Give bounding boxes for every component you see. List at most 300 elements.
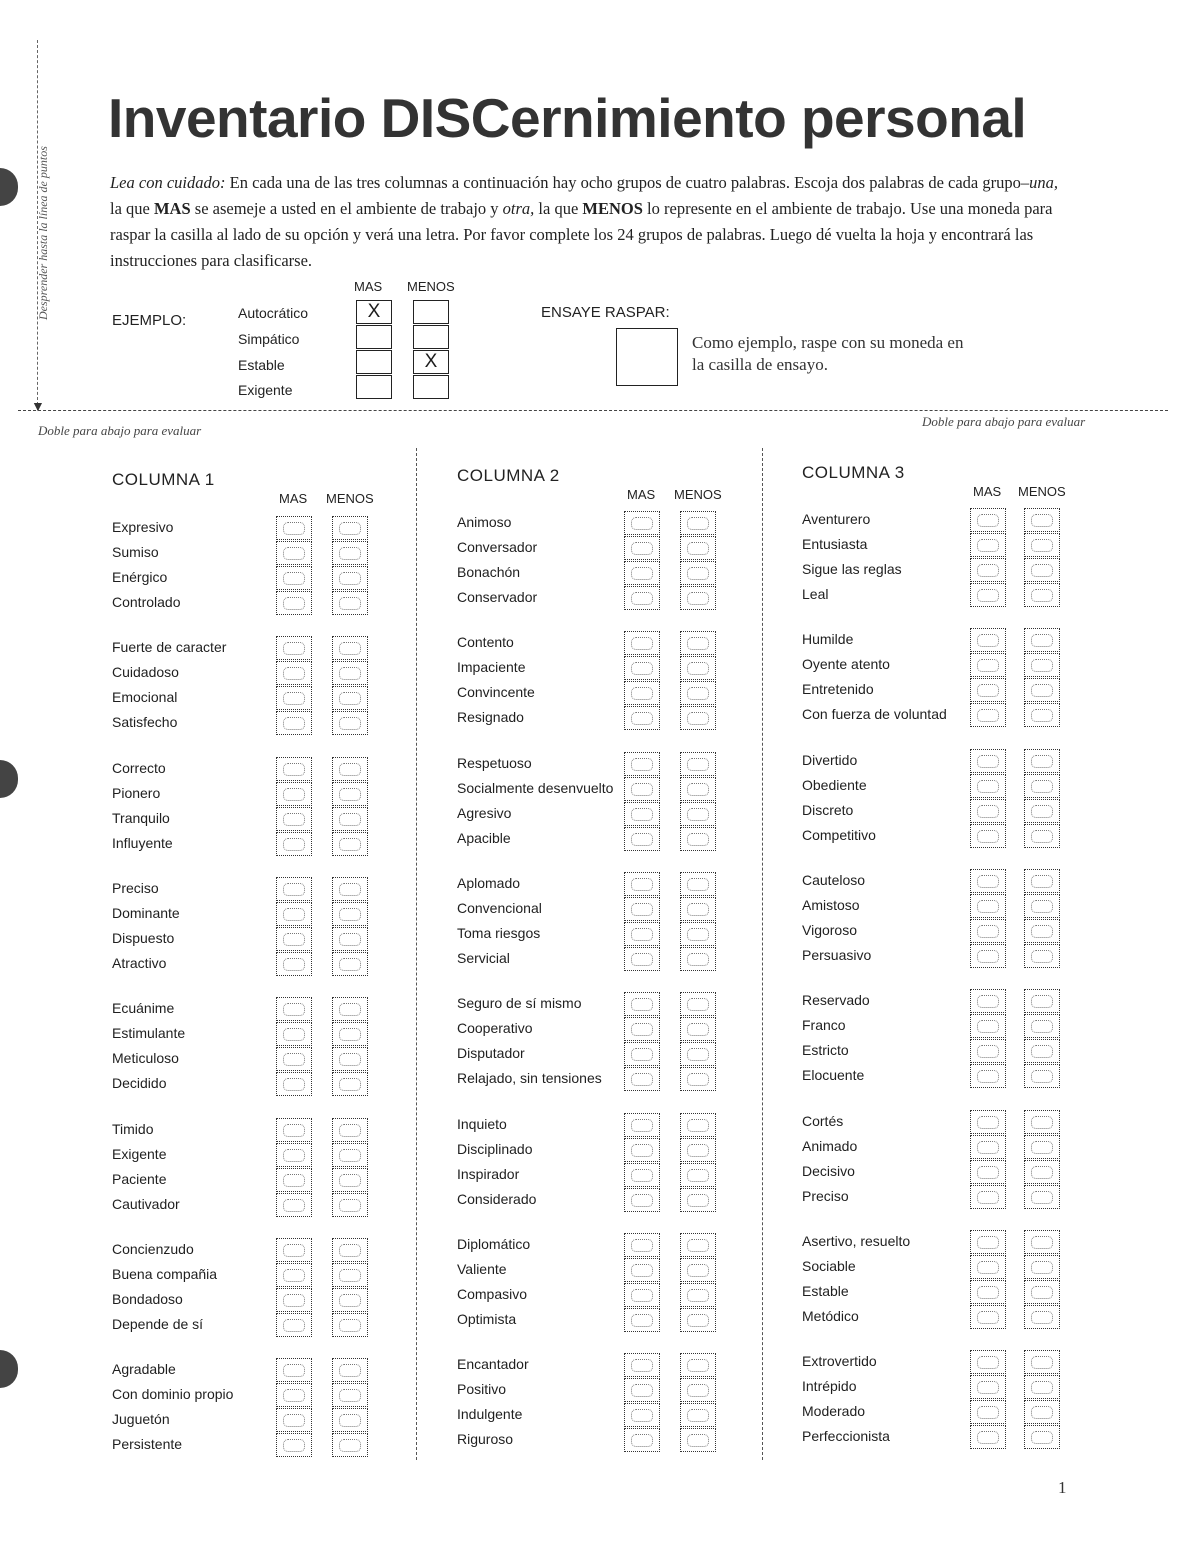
word-option: Reservado xyxy=(802,992,870,1009)
mas-scratch-box[interactable] xyxy=(970,1110,1006,1134)
word-option: Indulgente xyxy=(457,1406,523,1423)
mas-scratch-box[interactable] xyxy=(970,1255,1006,1279)
example-mas-box: X xyxy=(356,300,392,324)
mas-scratch-box[interactable] xyxy=(970,824,1006,848)
menos-scratch-box[interactable] xyxy=(680,1428,716,1452)
example-word: Exigente xyxy=(238,382,293,398)
mas-scratch-box[interactable] xyxy=(970,894,1006,918)
word-option: Elocuente xyxy=(802,1067,865,1084)
word-option: Enérgico xyxy=(112,569,168,585)
word-option: Con fuerza de voluntad xyxy=(802,706,947,723)
mas-scratch-box[interactable] xyxy=(970,1280,1006,1304)
tear-instruction: Desprender hasta la línea de puntos xyxy=(36,146,50,320)
menos-scratch-box[interactable] xyxy=(1024,919,1060,943)
word-option: Extrovertido xyxy=(802,1353,877,1370)
menos-scratch-box[interactable] xyxy=(332,1168,368,1192)
mas-scratch-box[interactable] xyxy=(624,992,660,1016)
mas-scratch-box[interactable] xyxy=(970,799,1006,823)
menos-scratch-box[interactable] xyxy=(680,802,716,826)
menos-scratch-box[interactable] xyxy=(680,1188,716,1212)
word-option: Convencional xyxy=(457,899,542,916)
mas-scratch-box[interactable] xyxy=(624,947,660,971)
menos-scratch-box[interactable] xyxy=(332,686,368,710)
menos-scratch-box[interactable] xyxy=(332,516,368,540)
mas-scratch-box[interactable] xyxy=(970,774,1006,798)
mas-scratch-box[interactable] xyxy=(276,516,312,540)
word-option: Depende de sí xyxy=(112,1315,204,1332)
example-menos-box xyxy=(413,300,449,324)
menos-scratch-box[interactable] xyxy=(680,656,716,680)
mas-scratch-box[interactable] xyxy=(970,919,1006,943)
mas-scratch-box[interactable] xyxy=(624,1353,660,1377)
mas-scratch-box[interactable] xyxy=(276,541,312,565)
menos-scratch-box[interactable] xyxy=(680,586,716,610)
instructions: Lea con cuidado: En cada una de las tres columnas a continuación hay ocho grupos de cuatro palabras. Escoja dos palabras de cada grupo–una, la que MAS se asemeje a usted en el ambiente de trabajo y otra, la que MENOS lo represente en el ambiente de trabajo. Use una moneda para raspar la casilla al lado de su opción y verá una letra. Por favor complete los 24 grupos de palabras. Luego dé vuelta la hoja y encontrará las instrucciones para clasificarse. xyxy=(110,173,1058,270)
menos-scratch-box[interactable] xyxy=(332,1238,368,1262)
menos-scratch-box[interactable] xyxy=(332,997,368,1021)
word-option: Ecuánime xyxy=(112,1000,175,1017)
menos-scratch-box[interactable] xyxy=(680,1258,716,1282)
mas-scratch-box[interactable] xyxy=(276,757,312,781)
word-option: Valiente xyxy=(457,1260,507,1277)
menos-scratch-box[interactable] xyxy=(332,1193,368,1217)
mas-scratch-box[interactable] xyxy=(276,636,312,660)
mas-scratch-box[interactable] xyxy=(276,1118,312,1142)
mas-scratch-box[interactable] xyxy=(624,656,660,680)
menos-scratch-box[interactable] xyxy=(332,591,368,615)
word-option: Positivo xyxy=(457,1381,507,1398)
menos-scratch-box[interactable] xyxy=(332,782,368,806)
word-option: Asertivo, resuelto xyxy=(802,1232,911,1249)
mas-scratch-box[interactable] xyxy=(970,749,1006,773)
word-option: Divertido xyxy=(802,751,858,768)
menos-scratch-box[interactable] xyxy=(332,1433,368,1457)
column-divider xyxy=(762,448,763,1460)
word-option: Humilde xyxy=(802,631,854,648)
mas-scratch-box[interactable] xyxy=(276,1193,312,1217)
word-option: Inquieto xyxy=(457,1115,507,1132)
word-option: Cautivador xyxy=(112,1195,180,1212)
word-option: Sumiso xyxy=(112,544,159,560)
mas-scratch-box[interactable] xyxy=(624,872,660,896)
mas-scratch-box[interactable] xyxy=(970,1160,1006,1184)
menos-scratch-box[interactable] xyxy=(680,947,716,971)
mas-scratch-box[interactable] xyxy=(970,628,1006,652)
menos-scratch-box[interactable] xyxy=(680,897,716,921)
mas-scratch-box[interactable] xyxy=(276,566,312,590)
mas-scratch-box[interactable] xyxy=(276,1072,312,1096)
mas-scratch-box[interactable] xyxy=(970,1425,1006,1449)
word-option: Cuidadoso xyxy=(112,664,179,681)
mas-scratch-box[interactable] xyxy=(624,631,660,655)
word-option: Animado xyxy=(802,1137,858,1154)
menos-scratch-box[interactable] xyxy=(332,1263,368,1287)
word-option: Relajado, sin tensiones xyxy=(457,1070,602,1087)
mas-scratch-box[interactable] xyxy=(276,927,312,951)
menos-scratch-box[interactable] xyxy=(1024,869,1060,893)
menos-scratch-box[interactable] xyxy=(680,752,716,776)
word-option: Decisivo xyxy=(802,1162,855,1179)
mas-scratch-box[interactable] xyxy=(276,711,312,735)
mas-scratch-box[interactable] xyxy=(970,944,1006,968)
word-option: Entusiasta xyxy=(802,536,868,552)
menos-scratch-box[interactable] xyxy=(680,1353,716,1377)
word-option: Agradable xyxy=(112,1361,176,1378)
menos-scratch-box[interactable] xyxy=(332,877,368,901)
word-option: Contento xyxy=(457,634,514,651)
word-option: Perfeccionista xyxy=(802,1428,890,1445)
mas-scratch-box[interactable] xyxy=(624,1113,660,1137)
word-option: Disciplinado xyxy=(457,1140,533,1157)
mas-scratch-box[interactable] xyxy=(276,1047,312,1071)
mas-header: MAS xyxy=(627,487,656,502)
mas-scratch-box[interactable] xyxy=(624,536,660,560)
mas-scratch-box[interactable] xyxy=(970,653,1006,677)
mas-scratch-box[interactable] xyxy=(624,1428,660,1452)
menos-scratch-box[interactable] xyxy=(680,827,716,851)
menos-scratch-box[interactable] xyxy=(1024,989,1060,1013)
word-option: Aventurero xyxy=(802,511,871,527)
menos-scratch-box[interactable] xyxy=(680,1067,716,1091)
mas-scratch-box[interactable] xyxy=(276,1288,312,1312)
menos-scratch-box[interactable] xyxy=(1024,628,1060,652)
menos-scratch-box[interactable] xyxy=(332,1118,368,1142)
word-option: Servicial xyxy=(457,949,510,966)
word-option: Influyente xyxy=(112,834,173,851)
menos-scratch-box[interactable] xyxy=(680,511,716,535)
menos-scratch-box[interactable] xyxy=(1024,1110,1060,1134)
mas-scratch-box[interactable] xyxy=(970,1185,1006,1209)
menos-scratch-box[interactable] xyxy=(680,1283,716,1307)
menos-scratch-box[interactable] xyxy=(332,757,368,781)
word-option: Persuasivo xyxy=(802,946,872,963)
word-option: Disputador xyxy=(457,1045,525,1062)
mas-scratch-box[interactable] xyxy=(276,1313,312,1337)
menos-scratch-box[interactable] xyxy=(1024,1230,1060,1254)
menos-scratch-box[interactable] xyxy=(680,922,716,946)
column-title: COLUMNA 2 xyxy=(457,466,560,485)
mas-scratch-box[interactable] xyxy=(624,1308,660,1332)
mas-scratch-box[interactable] xyxy=(970,1305,1006,1329)
menos-scratch-box[interactable] xyxy=(332,927,368,951)
menos-scratch-box[interactable] xyxy=(1024,678,1060,702)
menos-scratch-box[interactable] xyxy=(1024,1280,1060,1304)
menos-scratch-box[interactable] xyxy=(1024,944,1060,968)
mas-scratch-box[interactable] xyxy=(276,661,312,685)
menos-scratch-box[interactable] xyxy=(1024,1350,1060,1374)
word-option: Resignado xyxy=(457,709,524,726)
word-option: Persistente xyxy=(112,1436,183,1453)
menos-scratch-box[interactable] xyxy=(1024,1185,1060,1209)
menos-scratch-box[interactable] xyxy=(680,1233,716,1257)
menos-scratch-box[interactable] xyxy=(332,902,368,926)
menos-header: MENOS xyxy=(674,487,722,502)
word-option: Cooperativo xyxy=(457,1020,533,1037)
word-option: Cauteloso xyxy=(802,871,866,888)
mas-scratch-box[interactable] xyxy=(276,902,312,926)
word-option: Considerado xyxy=(457,1190,537,1207)
mas-scratch-box[interactable] xyxy=(970,703,1006,727)
word-option: Encantador xyxy=(457,1356,529,1373)
column-title: COLUMNA 1 xyxy=(112,470,215,489)
word-option: Amistoso xyxy=(802,896,860,913)
mas-scratch-box[interactable] xyxy=(970,1014,1006,1038)
menos-scratch-box[interactable] xyxy=(1024,1064,1060,1088)
word-option: Dominante xyxy=(112,904,180,921)
mas-scratch-box[interactable] xyxy=(624,706,660,730)
example-menos-box xyxy=(413,375,449,399)
mas-scratch-box[interactable] xyxy=(970,558,1006,582)
word-option: Oyente atento xyxy=(802,656,890,673)
word-option: Impaciente xyxy=(457,659,526,676)
mas-scratch-box[interactable] xyxy=(624,827,660,851)
menos-scratch-box[interactable] xyxy=(1024,533,1060,557)
mas-scratch-box[interactable] xyxy=(624,1042,660,1066)
menos-scratch-box[interactable] xyxy=(332,541,368,565)
example-mas-box xyxy=(356,350,392,374)
word-option: Discreto xyxy=(802,801,854,818)
mas-scratch-box[interactable] xyxy=(624,586,660,610)
mas-scratch-box[interactable] xyxy=(624,752,660,776)
page-title: Inventario DISCernimiento personal xyxy=(108,87,1027,149)
mas-scratch-box[interactable] xyxy=(970,869,1006,893)
menos-scratch-box[interactable] xyxy=(1024,583,1060,607)
mas-scratch-box[interactable] xyxy=(624,511,660,535)
word-option: Obediente xyxy=(802,776,867,793)
word-option: Aplomado xyxy=(457,874,521,891)
mas-scratch-box[interactable] xyxy=(276,877,312,901)
menos-scratch-box[interactable] xyxy=(1024,1305,1060,1329)
menos-scratch-box[interactable] xyxy=(680,992,716,1016)
word-option: Meticuloso xyxy=(112,1050,179,1067)
word-option: Riguroso xyxy=(457,1431,514,1448)
menos-scratch-box[interactable] xyxy=(680,536,716,560)
word-option: Toma riesgos xyxy=(457,924,541,941)
mas-scratch-box[interactable] xyxy=(624,561,660,585)
mas-scratch-box[interactable] xyxy=(624,922,660,946)
mas-header: MAS xyxy=(973,484,1002,499)
example-menos-box xyxy=(413,325,449,349)
menos-scratch-box[interactable] xyxy=(332,1047,368,1071)
example-mas-box xyxy=(356,325,392,349)
mas-scratch-box[interactable] xyxy=(624,1233,660,1257)
mas-scratch-box[interactable] xyxy=(276,1433,312,1457)
mas-scratch-box[interactable] xyxy=(970,989,1006,1013)
menos-scratch-box[interactable] xyxy=(332,952,368,976)
menos-scratch-box[interactable] xyxy=(332,1143,368,1167)
menos-scratch-box[interactable] xyxy=(680,1017,716,1041)
try-scratch-box[interactable] xyxy=(616,328,678,386)
menos-scratch-box[interactable] xyxy=(1024,1255,1060,1279)
word-option: Agresivo xyxy=(457,804,512,821)
menos-scratch-box[interactable] xyxy=(332,636,368,660)
mas-scratch-box[interactable] xyxy=(624,1067,660,1091)
menos-scratch-box[interactable] xyxy=(332,1022,368,1046)
example-word: Simpático xyxy=(238,331,300,347)
menos-scratch-box[interactable] xyxy=(680,1378,716,1402)
menos-scratch-box[interactable] xyxy=(332,1288,368,1312)
menos-scratch-box[interactable] xyxy=(1024,774,1060,798)
mas-scratch-box[interactable] xyxy=(276,1263,312,1287)
mas-scratch-box[interactable] xyxy=(276,807,312,831)
menos-scratch-box[interactable] xyxy=(680,1403,716,1427)
mas-scratch-box[interactable] xyxy=(970,678,1006,702)
word-option: Decidido xyxy=(112,1075,167,1092)
word-option: Franco xyxy=(802,1017,846,1034)
page-number: 1 xyxy=(1058,1478,1067,1497)
menos-header: MENOS xyxy=(1018,484,1066,499)
menos-scratch-box[interactable] xyxy=(680,1163,716,1187)
example-word: Autocrático xyxy=(238,305,309,321)
mas-scratch-box[interactable] xyxy=(624,1258,660,1282)
word-option: Moderado xyxy=(802,1403,866,1420)
fold-text-left: Doble para abajo para evaluar xyxy=(38,423,202,438)
mas-scratch-box[interactable] xyxy=(970,1375,1006,1399)
arrow-down-icon: ▼ xyxy=(31,398,45,414)
mas-scratch-box[interactable] xyxy=(970,533,1006,557)
mas-scratch-box[interactable] xyxy=(970,1350,1006,1374)
menos-scratch-box[interactable] xyxy=(1024,1160,1060,1184)
mas-scratch-box[interactable] xyxy=(624,1017,660,1041)
word-option: Entretenido xyxy=(802,681,874,698)
menos-scratch-box[interactable] xyxy=(680,1138,716,1162)
menos-scratch-box[interactable] xyxy=(1024,1135,1060,1159)
mas-scratch-box[interactable] xyxy=(970,583,1006,607)
menos-scratch-box[interactable] xyxy=(1024,1014,1060,1038)
mas-scratch-box[interactable] xyxy=(970,1400,1006,1424)
word-option: Apacible xyxy=(457,829,511,846)
word-option: Fuerte de caracter xyxy=(112,639,227,656)
menos-scratch-box[interactable] xyxy=(1024,749,1060,773)
menos-scratch-box[interactable] xyxy=(680,631,716,655)
menos-scratch-box[interactable] xyxy=(680,681,716,705)
word-option: Inspirador xyxy=(457,1165,520,1182)
mas-scratch-box[interactable] xyxy=(276,1383,312,1407)
word-option: Atractivo xyxy=(112,954,167,971)
word-option: Animoso xyxy=(457,514,512,530)
mas-scratch-box[interactable] xyxy=(276,1168,312,1192)
mas-scratch-box[interactable] xyxy=(624,1403,660,1427)
mas-scratch-box[interactable] xyxy=(970,1064,1006,1088)
menos-scratch-box[interactable] xyxy=(680,706,716,730)
menos-scratch-box[interactable] xyxy=(680,561,716,585)
word-option: Compasivo xyxy=(457,1285,528,1302)
word-option: Sigue las reglas xyxy=(802,561,902,577)
mas-scratch-box[interactable] xyxy=(970,1230,1006,1254)
word-option: Concienzudo xyxy=(112,1240,194,1257)
mas-scratch-box[interactable] xyxy=(276,1238,312,1262)
menos-scratch-box[interactable] xyxy=(1024,1039,1060,1063)
word-option: Vigoroso xyxy=(802,921,858,938)
mas-scratch-box[interactable] xyxy=(276,686,312,710)
menos-scratch-box[interactable] xyxy=(1024,703,1060,727)
mas-scratch-box[interactable] xyxy=(624,1378,660,1402)
menos-scratch-box[interactable] xyxy=(332,1358,368,1382)
menos-scratch-box[interactable] xyxy=(332,566,368,590)
menos-scratch-box[interactable] xyxy=(1024,1375,1060,1399)
mas-scratch-box[interactable] xyxy=(970,1039,1006,1063)
mas-scratch-box[interactable] xyxy=(624,777,660,801)
menos-scratch-box[interactable] xyxy=(1024,653,1060,677)
mas-scratch-box[interactable] xyxy=(624,802,660,826)
menos-scratch-box[interactable] xyxy=(332,1383,368,1407)
mas-scratch-box[interactable] xyxy=(624,1138,660,1162)
word-option: Leal xyxy=(802,586,829,602)
mas-scratch-box[interactable] xyxy=(276,1358,312,1382)
punch-hole xyxy=(0,168,18,206)
menos-scratch-box[interactable] xyxy=(680,1113,716,1137)
menos-scratch-box[interactable] xyxy=(680,1042,716,1066)
menos-scratch-box[interactable] xyxy=(1024,508,1060,532)
mas-scratch-box[interactable] xyxy=(276,782,312,806)
menos-scratch-box[interactable] xyxy=(332,1408,368,1432)
word-option: Juguetón xyxy=(112,1411,170,1428)
mas-scratch-box[interactable] xyxy=(970,1135,1006,1159)
menos-scratch-box[interactable] xyxy=(332,661,368,685)
menos-scratch-box[interactable] xyxy=(680,1308,716,1332)
word-option: Exigente xyxy=(112,1145,167,1162)
mas-scratch-box[interactable] xyxy=(624,1163,660,1187)
word-option: Respetuoso xyxy=(457,754,532,771)
mas-scratch-box[interactable] xyxy=(276,832,312,856)
word-option: Pionero xyxy=(112,784,161,801)
example-mas-box xyxy=(356,375,392,399)
example-menos-box: X xyxy=(413,350,449,374)
menos-scratch-box[interactable] xyxy=(332,711,368,735)
menos-scratch-box[interactable] xyxy=(332,832,368,856)
mas-scratch-box[interactable] xyxy=(276,1022,312,1046)
word-option: Metódico xyxy=(802,1307,859,1324)
word-option: Sociable xyxy=(802,1257,856,1274)
mas-scratch-box[interactable] xyxy=(276,1408,312,1432)
mas-scratch-box[interactable] xyxy=(624,1283,660,1307)
menos-scratch-box[interactable] xyxy=(680,872,716,896)
menos-scratch-box[interactable] xyxy=(332,1313,368,1337)
punch-hole xyxy=(0,760,18,798)
mas-scratch-box[interactable] xyxy=(276,1143,312,1167)
menos-scratch-box[interactable] xyxy=(1024,799,1060,823)
mas-scratch-box[interactable] xyxy=(276,591,312,615)
word-option: Optimista xyxy=(457,1310,517,1327)
mas-scratch-box[interactable] xyxy=(970,508,1006,532)
instructions-lead: Lea con cuidado: xyxy=(110,173,226,192)
word-option: Conservador xyxy=(457,589,538,605)
fold-line xyxy=(18,410,1168,411)
mas-scratch-box[interactable] xyxy=(276,997,312,1021)
mas-scratch-box[interactable] xyxy=(624,897,660,921)
word-option: Preciso xyxy=(112,879,159,896)
menos-scratch-box[interactable] xyxy=(332,807,368,831)
menos-scratch-box[interactable] xyxy=(680,777,716,801)
menos-scratch-box[interactable] xyxy=(1024,824,1060,848)
mas-scratch-box[interactable] xyxy=(624,1188,660,1212)
word-option: Intrépido xyxy=(802,1378,857,1395)
word-option: Preciso xyxy=(802,1187,849,1204)
word-option: Expresivo xyxy=(112,519,174,535)
menos-scratch-box[interactable] xyxy=(1024,1400,1060,1424)
menos-scratch-box[interactable] xyxy=(1024,558,1060,582)
word-option: Con dominio propio xyxy=(112,1386,234,1403)
menos-scratch-box[interactable] xyxy=(332,1072,368,1096)
mas-scratch-box[interactable] xyxy=(276,952,312,976)
menos-scratch-box[interactable] xyxy=(1024,1425,1060,1449)
word-option: Controlado xyxy=(112,594,181,610)
example-label: EJEMPLO: xyxy=(112,312,187,329)
mas-scratch-box[interactable] xyxy=(624,681,660,705)
menos-scratch-box[interactable] xyxy=(1024,894,1060,918)
word-option: Estable xyxy=(802,1282,849,1299)
word-option: Socialmente desenvuelto xyxy=(457,779,614,796)
